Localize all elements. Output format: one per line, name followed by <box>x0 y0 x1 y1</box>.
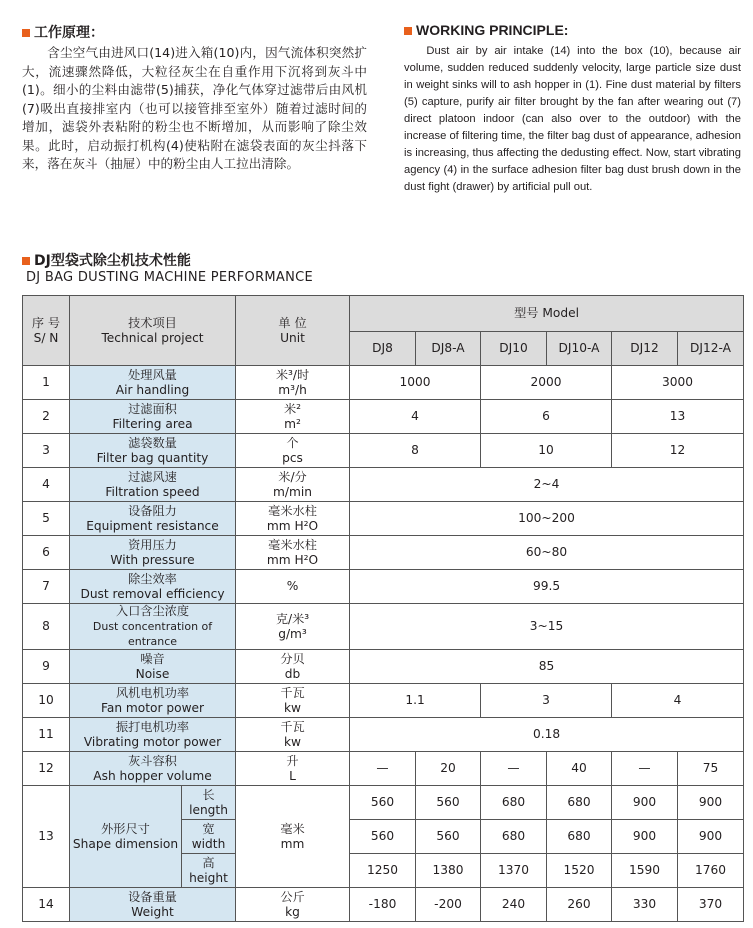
value-cell: 330 <box>612 888 678 922</box>
row-unit: 千瓦 kw <box>236 718 350 752</box>
value-cell: 99.5 <box>350 570 744 604</box>
value-cell: 560 <box>416 786 481 820</box>
row-label: 滤袋数量 Filter bag quantity <box>70 434 236 468</box>
value-cell: 1370 <box>481 854 547 888</box>
value-cell: -180 <box>350 888 416 922</box>
table-row <box>23 536 744 570</box>
row-number: 8 <box>23 604 70 650</box>
table-row <box>23 718 744 752</box>
row-label: 入口含尘浓度 Dust concentration of entrance <box>70 604 236 650</box>
value-cell: 900 <box>678 820 744 854</box>
model-name: DJ10 <box>481 332 547 366</box>
value-cell: 1590 <box>612 854 678 888</box>
row-label: 过滤面积 Filtering area <box>70 400 236 434</box>
row-number: 11 <box>23 718 70 752</box>
row-number: 3 <box>23 434 70 468</box>
table-row <box>23 752 744 786</box>
value-cell: -200 <box>416 888 481 922</box>
value-cell: 2000 <box>481 366 612 400</box>
value-cell: 240 <box>481 888 547 922</box>
value-cell: — <box>612 752 678 786</box>
table-row <box>23 604 744 650</box>
row-number: 14 <box>23 888 70 922</box>
header-technical-project: 技术项目 Technical project <box>70 296 236 366</box>
row-unit: 毫米 mm <box>236 786 350 888</box>
value-cell: 1250 <box>350 854 416 888</box>
value-cell: 0.18 <box>350 718 744 752</box>
model-name: DJ12-A <box>678 332 744 366</box>
row-number: 13 <box>23 786 70 888</box>
value-cell: 13 <box>612 400 744 434</box>
table-row <box>23 786 744 820</box>
sub-label-height: 高 height <box>182 854 236 888</box>
value-cell: — <box>350 752 416 786</box>
value-cell: 560 <box>350 786 416 820</box>
row-unit: 公斤 kg <box>236 888 350 922</box>
header-unit: 单 位 Unit <box>236 296 350 366</box>
table-row <box>23 468 744 502</box>
row-label: 风机电机功率 Fan motor power <box>70 684 236 718</box>
table-header-row <box>23 296 744 332</box>
value-cell: 1520 <box>547 854 612 888</box>
value-cell: — <box>481 752 547 786</box>
row-unit: 毫米水柱 mm H²O <box>236 536 350 570</box>
row-unit: 分贝 db <box>236 650 350 684</box>
value-cell: 900 <box>678 786 744 820</box>
value-cell: 900 <box>612 820 678 854</box>
table-row <box>23 400 744 434</box>
row-label: 过滤风速 Filtration speed <box>70 468 236 502</box>
value-cell: 3~15 <box>350 604 744 650</box>
value-cell: 2~4 <box>350 468 744 502</box>
row-unit: 千瓦 kw <box>236 684 350 718</box>
row-unit: 米² m² <box>236 400 350 434</box>
value-cell: 680 <box>547 820 612 854</box>
value-cell: 1380 <box>416 854 481 888</box>
row-unit: 克/米³ g/m³ <box>236 604 350 650</box>
row-number: 6 <box>23 536 70 570</box>
value-cell: 260 <box>547 888 612 922</box>
table-row <box>23 502 744 536</box>
value-cell: 1.1 <box>350 684 481 718</box>
model-name: DJ12 <box>612 332 678 366</box>
value-cell: 85 <box>350 650 744 684</box>
row-label: 外形尺寸 Shape dimension <box>70 786 182 888</box>
model-name: DJ8-A <box>416 332 481 366</box>
row-number: 1 <box>23 366 70 400</box>
value-cell: 40 <box>547 752 612 786</box>
value-cell: 4 <box>612 684 744 718</box>
table-row <box>23 684 744 718</box>
row-number: 5 <box>23 502 70 536</box>
row-number: 9 <box>23 650 70 684</box>
row-label: 振打电机功率 Vibrating motor power <box>70 718 236 752</box>
value-cell: 8 <box>350 434 481 468</box>
value-cell: 900 <box>612 786 678 820</box>
value-cell: 680 <box>481 786 547 820</box>
row-label: 设备重量 Weight <box>70 888 236 922</box>
row-number: 12 <box>23 752 70 786</box>
row-number: 2 <box>23 400 70 434</box>
working-principle-cn-heading: 工作原理： <box>22 22 104 42</box>
value-cell: 370 <box>678 888 744 922</box>
value-cell: 75 <box>678 752 744 786</box>
header-model: 型号 Model <box>350 296 744 332</box>
working-principle-cn-text: 含尘空气由进风口(14)进入箱(10)内，因气流体积突然扩大，流速骤然降低，大粒径灰尘在自重作用下沉将到灰斗中(1)。细小的尘料由滤带(5)捕获，净化气体穿过滤带后由风机(7)吸出直接排室内（也可以接管排至室外）随着过滤时间的增加，滤袋外表粘附的粉尘也不断增加，从而影响了除尘效果。此时，启动振打机构(4)使粘附在滤袋表面的灰尘抖落下来，落在灰斗（抽屉）中的粉尘由人工拉出清除。 <box>22 45 367 171</box>
value-cell: 6 <box>481 400 612 434</box>
table-row <box>23 434 744 468</box>
working-principle-en-heading: WORKING PRINCIPLE: <box>404 22 568 38</box>
value-cell: 20 <box>416 752 481 786</box>
sub-label-length: 长 length <box>182 786 236 820</box>
row-label: 除尘效率 Dust removal efficiency <box>70 570 236 604</box>
row-number: 4 <box>23 468 70 502</box>
sub-label-width: 宽 width <box>182 820 236 854</box>
value-cell: 3 <box>481 684 612 718</box>
value-cell: 560 <box>350 820 416 854</box>
value-cell: 60~80 <box>350 536 744 570</box>
row-unit: 米³/时 m³/h <box>236 366 350 400</box>
row-label: 处理风量 Air handling <box>70 366 236 400</box>
value-cell: 10 <box>481 434 612 468</box>
header-sn: 序 号 S/ N <box>23 296 70 366</box>
orange-square-bullet <box>404 27 412 35</box>
value-cell: 680 <box>481 820 547 854</box>
value-cell: 4 <box>350 400 481 434</box>
model-name: DJ10-A <box>547 332 612 366</box>
row-unit: 毫米水柱 mm H²O <box>236 502 350 536</box>
working-principle-en-text: Dust air by air intake (14) into the box (10), because air volume, sudden reduced suddenly velocity, large particle size dust in weight sinks will to ash hopper in (1). Fine dust material by filters (5) capture, purify air filter brought by the fan after wearing out (7) direct platoon indoor (can also over to the outdoor) with the increase of filtering time, the filter bag dust of appearance, adhesion is increasing, thus affecting the dedusting effect. Now, start vibrating agency (4) in the surface adhesion filter bag dust brush down in the dust fight (drawer) by artificial pull out. <box>404 45 741 193</box>
orange-square-bullet <box>22 29 30 37</box>
table-title-cn: DJ型袋式除尘机技术性能 <box>22 250 191 270</box>
value-cell: 12 <box>612 434 744 468</box>
value-cell: 100~200 <box>350 502 744 536</box>
table-title-en: DJ BAG DUSTING MACHINE PERFORMANCE <box>26 270 314 285</box>
table-row <box>23 650 744 684</box>
orange-square-bullet <box>22 257 30 265</box>
row-number: 10 <box>23 684 70 718</box>
value-cell: 1000 <box>350 366 481 400</box>
table-row <box>23 366 744 400</box>
row-unit: % <box>236 570 350 604</box>
model-name: DJ8 <box>350 332 416 366</box>
table-row <box>23 888 744 922</box>
row-label: 噪音 Noise <box>70 650 236 684</box>
row-number: 7 <box>23 570 70 604</box>
value-cell: 680 <box>547 786 612 820</box>
row-unit: 米/分 m/min <box>236 468 350 502</box>
table-row <box>23 570 744 604</box>
row-label: 设备阻力 Equipment resistance <box>70 502 236 536</box>
row-label: 资用压力 With pressure <box>70 536 236 570</box>
row-unit: 升 L <box>236 752 350 786</box>
performance-table <box>22 295 744 922</box>
value-cell: 560 <box>416 820 481 854</box>
value-cell: 3000 <box>612 366 744 400</box>
row-label: 灰斗容积 Ash hopper volume <box>70 752 236 786</box>
row-unit: 个 pcs <box>236 434 350 468</box>
value-cell: 1760 <box>678 854 744 888</box>
